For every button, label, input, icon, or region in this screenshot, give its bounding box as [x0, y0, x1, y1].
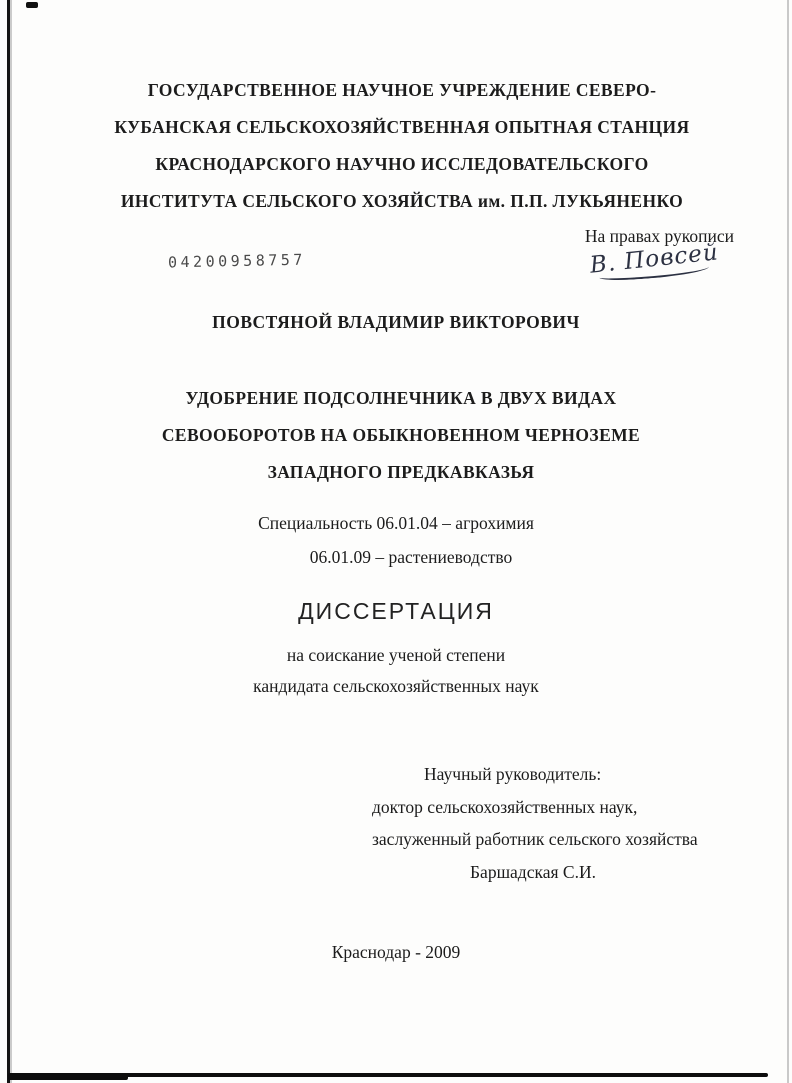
scan-edge-bottom-corner	[8, 1073, 128, 1080]
city-year-footer: Краснодар - 2009	[331, 942, 461, 962]
specialty-block	[0, 506, 792, 574]
title-line: СЕВООБОРОТОВ НА ОБЫКНОВЕННОМ ЧЕРНОЗЕМЕ	[161, 425, 641, 445]
document-type-heading: ДИССЕРТАЦИЯ	[298, 598, 494, 624]
institution-line: КУБАНСКАЯ СЕЛЬСКОХОЗЯЙСТВЕННАЯ ОПЫТНАЯ СТАНЦИЯ	[114, 117, 690, 137]
institution-line: ИНСТИТУТА СЕЛЬСКОГО ХОЗЯЙСТВА им. П.П. ЛУКЬЯНЕНКО	[120, 191, 684, 211]
registration-number-stamp: 04200958757	[167, 250, 307, 272]
institution-header	[60, 72, 744, 220]
author-name: ПОВСТЯНОЙ ВЛАДИМИР ВИКТОРОВИЧ	[212, 312, 580, 332]
signature-text: В. Повсей	[588, 239, 720, 279]
degree-line: на соискание ученой степени	[286, 645, 506, 665]
specialty-line: 06.01.09 – растениеводство	[309, 547, 513, 567]
supervisor-credential: заслуженный работник сельского хозяйства	[372, 829, 698, 849]
supervisor-credential: доктор сельскохозяйственных наук,	[372, 796, 638, 817]
institution-line: ГОСУДАРСТВЕННОЕ НАУЧНОЕ УЧРЕЖДЕНИЕ СЕВЕРО-	[147, 80, 657, 100]
degree-line: кандидата сельскохозяйственных наук	[253, 676, 539, 696]
supervisor-name: Баршадская С.И.	[470, 861, 596, 882]
supervisor-label: Научный руководитель:	[424, 764, 602, 784]
institution-line: КРАСНОДАРСКОГО НАУЧНО ИССЛЕДОВАТЕЛЬСКОГО	[155, 154, 649, 174]
title-line: ЗАПАДНОГО ПРЕДКАВКАЗЬЯ	[267, 462, 535, 482]
scan-speck-top	[26, 2, 38, 8]
title-line: УДОБРЕНИЕ ПОДСОЛНЕЧНИКА В ДВУХ ВИДАХ	[185, 388, 617, 408]
specialty-line: Специальность 06.01.04 – агрохимия	[258, 513, 534, 533]
supervisor-block	[372, 758, 732, 888]
dissertation-title	[70, 380, 732, 491]
degree-block	[0, 640, 792, 702]
manuscript-rights-note: На правах рукописи	[584, 226, 734, 246]
